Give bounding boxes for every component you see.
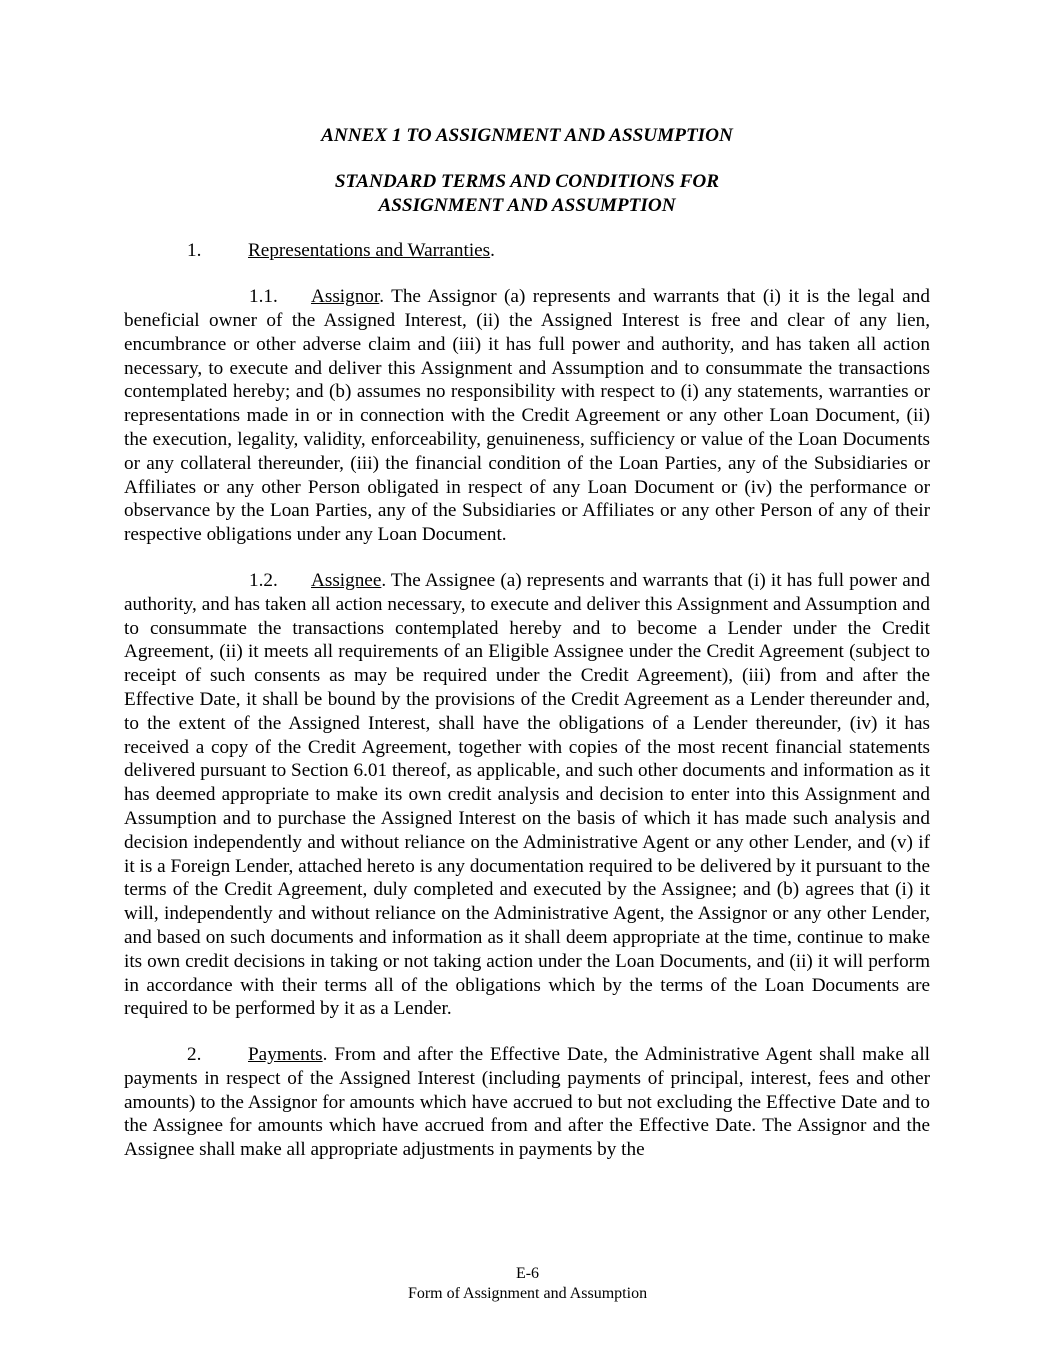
section-1-2-heading: Assignee	[311, 569, 382, 591]
page-number: E-6	[515, 1265, 540, 1282]
annex-title: ANNEX 1 TO ASSIGNMENT AND ASSUMPTION	[321, 125, 733, 146]
section-1-heading	[124, 239, 930, 263]
section-1-2-text: . The Assignee (a) represents and warrants that (i) it has full power and authority, and has taken all action necessary, to execute and deliver this Assignment and Assumption and to consummate the transactions contemplated hereby and to become a Lender under the Credit Agreement, (ii) it meets all requirements of an Eligible Assignee under the Credit Agreement (subject to receipt of such consents as may be required under the Credit Agreement), (iii) from and after the Effective Date, it shall be bound by the provisions of the Credit Agreement as a Lender thereunder and, to the extent of the Assigned Interest, shall have the obligations of a Lender thereunder, (iv) it has received a copy of the Credit Agreement, together with copies of the most recent financial statements delivered pursuant to Section 6.01 thereof, as applicable, and such other documents and information as it has deemed appropriate to make its own credit analysis and decision to enter into this Assignment and Assumption and to purchase the Assigned Interest on the basis of which it has made such analysis and decision independently and without reliance on the Administrative Agent or any other Lender, and (v) if it is a Foreign Lender, attached hereto is any documentation required to be delivered by it pursuant to the terms of the Credit Agreement, duly completed and executed by the Assignee; and (b) agrees that (i) it will, independently and without reliance on the Administrative Agent, the Assignor or any other Lender, and based on such documents and information as it shall deem appropriate at the time, continue to make its own credit decisions in taking or not taking action under the Loan Documents, and (ii) it will perform in accordance with their terms all of the obligations which by the terms of the Loan Documents are required to be performed by it as a Lender.	[124, 569, 930, 1020]
section-1-number: 1.	[187, 240, 202, 262]
section-1-2-number: 1.2.	[249, 569, 278, 591]
section-1-1-paragraph	[124, 285, 930, 547]
standard-terms-title-line2: ASSIGNMENT AND ASSUMPTION	[378, 194, 676, 216]
section-1-title-period: .	[490, 240, 495, 262]
section-2-heading: Payments	[248, 1044, 323, 1066]
section-2-paragraph	[124, 1043, 930, 1162]
standard-terms-title	[124, 170, 930, 218]
section-1-1-text: . The Assignor (a) represents and warrants that (i) it is the legal and beneficial owner of the Assigned Interest, (ii) the Assigned Interest is free and clear of any lien, encumbrance or other adverse claim and (iii) it has full power and authority, and has taken all action necessary, to execute and deliver this Assignment and Assumption and to consummate the transactions contemplated hereby; and (b) assumes no responsibility with respect to (i) any statements, warranties or representations made in or in connection with the Credit Agreement or any other Loan Document, (ii) the execution, legality, validity, enforceability, genuineness, sufficiency or value of the Loan Documents or any collateral thereunder, (iii) the financial condition of the Loan Parties, any of the Subsidiaries or Affiliates or any other Person obligated in respect of any Loan Document or (iv) the performance or observance by the Loan Parties, any of the Subsidiaries or Affiliates or any other Person of any of their respective obligations under any Loan Document.	[124, 286, 930, 546]
section-1-2-paragraph	[124, 569, 930, 1021]
standard-terms-title-line1: STANDARD TERMS AND CONDITIONS FOR	[334, 170, 720, 192]
section-1-title: Representations and Warranties	[248, 240, 491, 262]
form-name: Form of Assignment and Assumption	[407, 1285, 648, 1302]
page-footer	[0, 1264, 1055, 1304]
section-1-1-number: 1.1.	[249, 286, 278, 308]
section-2-number: 2.	[187, 1044, 202, 1066]
section-2-text: . From and after the Effective Date, the Administrative Agent shall make all payments in respect of the Assigned Interest (including payments of principal, interest, fees and other amounts) to the Assignor for amounts which have accrued to but not excluding the Effective Date and to the Assignee for amounts which have accrued from and after the Effective Date. The Assignor and the Assignee shall make all appropriate adjustments in payments by the	[124, 1044, 930, 1161]
section-1-1-heading: Assignor	[311, 286, 380, 308]
document-page	[124, 124, 930, 1162]
